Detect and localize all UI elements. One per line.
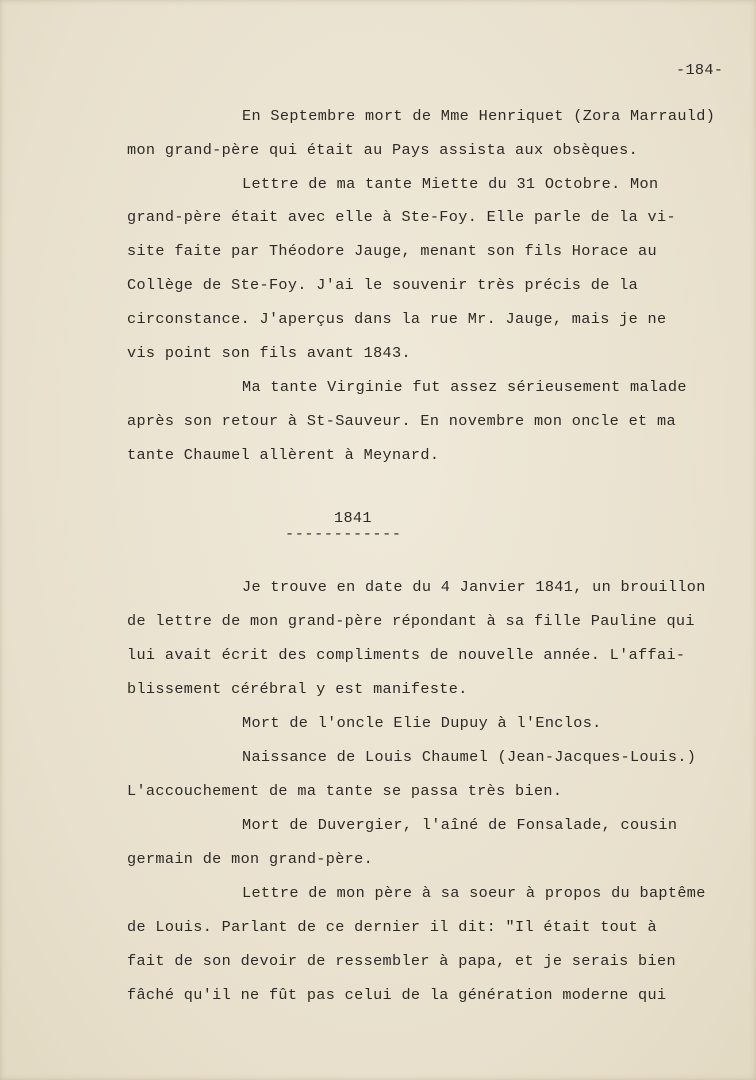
text-line: site faite par Théodore Jauge, menant son fils Horace au: [127, 242, 657, 260]
text-line: Mort de Duvergier, l'aîné de Fonsalade, cousin: [242, 816, 678, 834]
text-line: fait de son devoir de ressembler à papa, et je serais bien: [127, 952, 676, 970]
text-line: vis point son fils avant 1843.: [127, 344, 411, 362]
text-line: Ma tante Virginie fut assez sérieusement malade: [242, 378, 687, 396]
text-line: germain de mon grand-père.: [127, 850, 374, 868]
text-line: tante Chaumel allèrent à Meynard.: [127, 446, 440, 464]
text-line: lui avait écrit des compliments de nouvelle année. L'affai-: [127, 646, 686, 664]
text-line: Lettre de mon père à sa soeur à propos du baptême: [242, 884, 706, 902]
text-line: mon grand-père qui était au Pays assista aux obsèques.: [127, 141, 639, 159]
text-line: Naissance de Louis Chaumel (Jean-Jacques-Louis.): [242, 748, 697, 766]
text-line: circonstance. J'aperçus dans la rue Mr. Jauge, mais je ne: [127, 310, 667, 328]
text-line: L'accouchement de ma tante se passa très bien.: [127, 782, 563, 800]
text-line: Lettre de ma tante Miette du 31 Octobre. Mon: [242, 175, 659, 193]
heading-underline: ------------: [285, 525, 402, 543]
text-line: Je trouve en date du 4 Janvier 1841, un brouillon: [242, 578, 706, 596]
text-line: fâché qu'il ne fût pas celui de la génération moderne qui: [127, 986, 667, 1004]
text-line: blissement cérébral y est manifeste.: [127, 680, 468, 698]
text-line: En Septembre mort de Mme Henriquet (Zora Marrauld): [242, 107, 716, 125]
page-number: -184-: [676, 61, 724, 79]
year-heading: 1841: [334, 509, 372, 527]
text-line: de lettre de mon grand-père répondant à sa fille Pauline qui: [127, 612, 695, 630]
text-line: après son retour à St-Sauveur. En novembre mon oncle et ma: [127, 412, 676, 430]
text-line: Mort de l'oncle Elie Dupuy à l'Enclos.: [242, 714, 602, 732]
text-line: de Louis. Parlant de ce dernier il dit: "Il était tout à: [127, 918, 657, 936]
text-line: grand-père était avec elle à Ste-Foy. Elle parle de la vi-: [127, 208, 676, 226]
text-line: Collège de Ste-Foy. J'ai le souvenir très précis de la: [127, 276, 639, 294]
